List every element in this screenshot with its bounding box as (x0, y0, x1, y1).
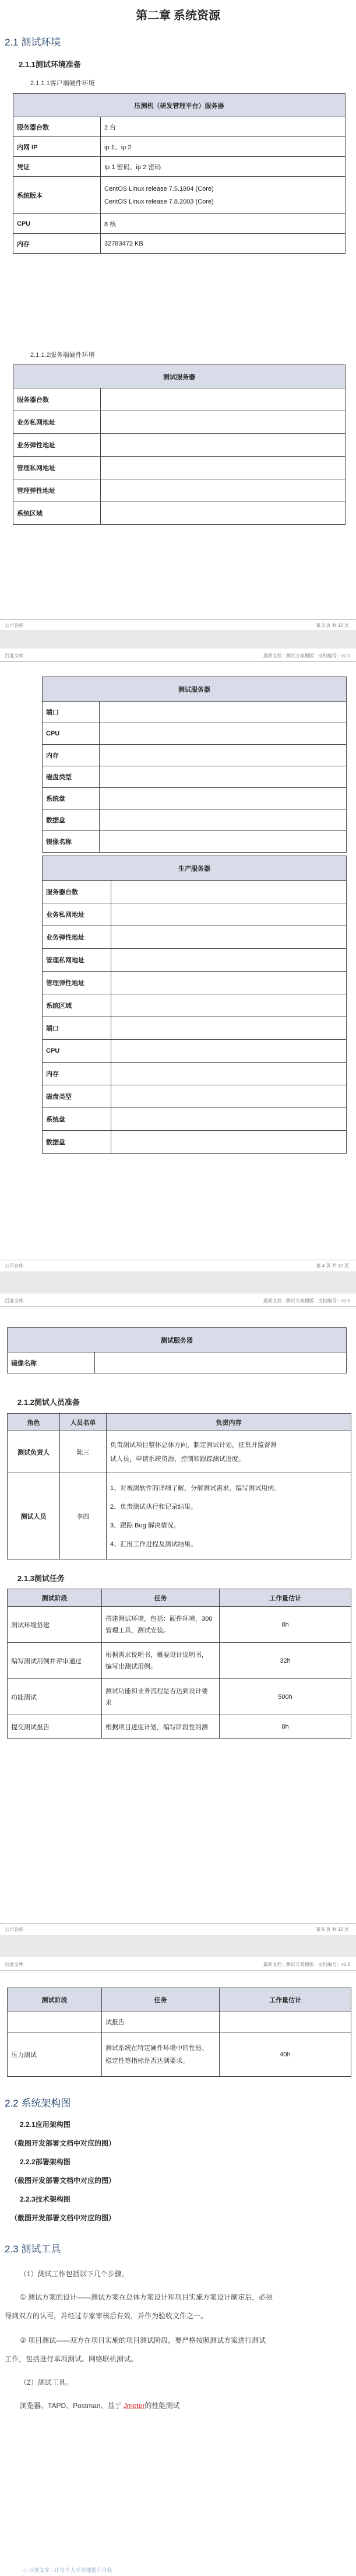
row-label: 凭证 (13, 157, 101, 177)
row-label: 业务弹性地址 (13, 434, 101, 457)
row-value: 32783472 KB (101, 234, 346, 254)
task-line: 管理工具，测试安装。 (105, 1627, 170, 1634)
task-line: 搭建测试环境，包括：硬件环境，300 (105, 1615, 213, 1622)
section-2-1-1-title: 2.1.1测试环境准备 (19, 60, 81, 69)
page-1 (0, 0, 356, 630)
row-label: 内存 (43, 745, 100, 766)
col-stage: 测试阶段 (8, 1589, 102, 1607)
page-header (0, 649, 356, 662)
name-cell: 李四 (60, 1473, 107, 1559)
task-cell (102, 2011, 220, 2032)
section-2-3-title: 2.3 测试工具 (5, 2244, 61, 2255)
row-value (101, 177, 346, 214)
page-footer (0, 619, 356, 630)
row-label: 系统盘 (43, 1108, 111, 1131)
section-2-1-title: 2.1 测试环境 (5, 37, 61, 48)
tools-list-suffix: 的性能测试 (144, 2402, 180, 2410)
row-value: 8 核 (101, 214, 346, 234)
test-server-header: 测试服务器 (13, 365, 346, 388)
effort-cell (220, 2011, 351, 2032)
row-label: 服务器台数 (43, 881, 111, 903)
stage-cell: 编写测试用例并评审通过 (8, 1643, 102, 1679)
row-label: 系统区域 (43, 994, 111, 1017)
task-cell (102, 1607, 220, 1643)
footer-company: 公司名称 (5, 1263, 23, 1268)
row-label: CPU (43, 723, 100, 745)
footer-company: 公司名称 (5, 1927, 23, 1932)
row-label: 业务私网地址 (13, 411, 101, 434)
duty-line: 3、跟踪 Bug 解决情况。 (110, 1522, 180, 1529)
task-cell (102, 1643, 220, 1679)
col-duty: 负责内容 (107, 1414, 351, 1431)
row-label: 磁盘类型 (43, 1085, 111, 1108)
task-table (7, 1589, 351, 1739)
footer-page-number: 第 4 页 共 12 页 (316, 1263, 349, 1268)
row-label: 端口 (43, 702, 100, 723)
test-server-table-p1 (13, 365, 346, 525)
row-label: 系统盘 (43, 788, 100, 809)
footer-company: 公司名称 (5, 623, 23, 628)
col-stage: 测试阶段 (8, 1988, 102, 2011)
prod-server-table (42, 856, 347, 1154)
section-2-1-3-title: 2.1.3测试任务 (17, 1574, 65, 1583)
col-effort: 工作量估计 (220, 1589, 351, 1607)
task-cell (102, 2032, 220, 2077)
tools-step-2-line-2: 工作，包括进行单项测试、网络联机测试。 (5, 2355, 138, 2363)
section-2-2-title: 2.2 系统架构图 (5, 2098, 71, 2109)
page-2 (0, 649, 356, 1271)
row-value: Ip 1 密码、ip 2 密码 (101, 157, 346, 177)
os-version-2: CentOS Linux release 7.8.2003 (Core) (104, 198, 214, 205)
jmeter-link[interactable]: Jmeter (123, 2402, 145, 2410)
name-cell: 陈三 (60, 1431, 107, 1473)
row-label: 服务器台数 (13, 117, 101, 137)
effort-cell: 8h (220, 1607, 351, 1643)
page-footer (0, 1923, 356, 1934)
stage-cell: 测试环境搭建 (8, 1607, 102, 1643)
header-right: 最新文档 · 测试方案模版 · 文档编号：v1.0 (263, 1298, 350, 1303)
section-2-1-2-title: 2.1.2测试人员准备 (17, 1398, 80, 1407)
duty-line: 4、汇报工作进程及测试结果。 (110, 1540, 198, 1548)
header-right: 最新文档 · 测试方案模版 · 文档编号：v1.0 (263, 653, 350, 658)
task-cell (102, 1715, 220, 1739)
row-label: 业务私网地址 (43, 903, 111, 926)
duty-line: 2、负责测试执行和记录结果。 (110, 1503, 198, 1510)
row-label: 系统版本 (13, 177, 101, 214)
row-label: 镜像名称 (8, 1352, 95, 1373)
effort-cell: 500h (220, 1679, 351, 1715)
tools-list (20, 2400, 180, 2410)
row-label: 数据盘 (43, 809, 100, 831)
task-cell (102, 1679, 220, 1715)
footer-page-number: 第 5 页 共 12 页 (316, 1927, 349, 1932)
task-table-continued (7, 1988, 351, 2077)
section-2-2-2-title: 2.2.2部署架构图 (20, 2158, 71, 2166)
page-3 (0, 1294, 356, 1935)
row-label: 数据盘 (43, 1131, 111, 1154)
row-label: 磁盘类型 (43, 766, 100, 788)
task-line: 求 (105, 1699, 112, 1706)
task-line: 稳定性等指标是否达到要求。 (105, 2057, 189, 2065)
row-label: 管理私网地址 (43, 949, 111, 972)
page-gap (0, 1271, 356, 1294)
task-line: 根据项目进度计划，编写阶段性的测 (105, 1723, 208, 1731)
row-label: 内网 IP (13, 137, 101, 157)
section-2-2-2-note: （截图开发部署文档中对应的图） (10, 2177, 116, 2185)
section-2-2-3-title: 2.2.3技术架构图 (20, 2195, 71, 2203)
header-left: 百度文库 (5, 653, 23, 658)
effort-cell: 32h (220, 1643, 351, 1679)
row-label: 系统区域 (13, 502, 101, 525)
col-effort: 工作量估计 (220, 1988, 351, 2011)
row-label: CPU (13, 214, 101, 234)
role-cell: 测试人员 (8, 1473, 60, 1559)
test-server-header: 测试服务器 (43, 677, 347, 702)
section-2-1-1-2-title: 2.1.1.2服务端硬件环境 (30, 352, 95, 359)
tools-list-prefix: 浏览器、TAPD、Postman、基于 (20, 2402, 124, 2410)
task-line: 试报告 (105, 2018, 125, 2026)
duty-line: 负责测试项目整体总体方向，制定测试计划，征集并监督测 (110, 1441, 277, 1449)
baidu-watermark: ◇ 百度文库 - 让每个人平等地提升自我 (23, 2567, 112, 2573)
col-name: 人员名单 (60, 1414, 107, 1431)
chapter-title: 第二章 系统资源 (136, 9, 220, 22)
stage-cell: 功能测试 (8, 1679, 102, 1715)
col-task: 任务 (102, 1988, 220, 2011)
prod-server-header: 生产服务器 (43, 856, 347, 881)
row-value: ip 1、ip 2 (101, 137, 346, 157)
row-label: 管理弹性地址 (13, 479, 101, 502)
row-label: CPU (43, 1040, 111, 1063)
client-server-table-header: 压测机（研发管理平台）服务器 (13, 94, 346, 117)
row-value: 2 台 (101, 117, 346, 137)
header-left: 百度文库 (5, 1298, 23, 1303)
tools-step-2-line-1: ② 项目测试——双方在项目实施的项目测试阶段，要严格按照测试方案进行测试 (20, 2336, 266, 2344)
col-task: 任务 (102, 1589, 220, 1607)
client-server-table (13, 93, 346, 254)
test-server-header: 测试服务器 (8, 1328, 347, 1352)
footer-page-number: 第 3 页 共 12 页 (316, 623, 349, 628)
section-2-1-1-1-title: 2.1.1.1客户端硬件环境 (30, 80, 95, 87)
page-footer (0, 1260, 356, 1271)
page-gap (0, 630, 356, 649)
test-server-table-p2 (42, 677, 347, 853)
os-version-1: CentOS Linux release 7.5.1804 (Core) (104, 185, 214, 192)
page-header (0, 1957, 356, 1971)
tools-heading: （2）测试工具。 (20, 2378, 73, 2386)
row-label: 管理私网地址 (13, 457, 101, 479)
tools-step-intro: （1）测试工作包括以下几个步骤。 (20, 2270, 129, 2278)
page-gap (0, 1935, 356, 1957)
people-table (7, 1413, 351, 1559)
stage-cell: 压力测试 (8, 2032, 102, 2077)
task-line: 编写出测试用例。 (105, 1663, 157, 1670)
effort-cell: 8h (220, 1715, 351, 1739)
duty-cell (107, 1473, 351, 1559)
stage-cell (8, 2011, 102, 2032)
header-right: 最新文档 · 测试方案模版 · 文档编号：v1.0 (263, 1962, 350, 1967)
section-2-2-1-title: 2.2.1应用架构图 (20, 2121, 71, 2129)
row-label: 内存 (43, 1063, 111, 1085)
page-4 (0, 1957, 356, 2576)
duty-cell (107, 1431, 351, 1473)
section-2-2-1-note: （截图开发部署文档中对应的图） (10, 2139, 116, 2147)
section-2-2-3-note: （截图开发部署文档中对应的图） (10, 2214, 116, 2222)
row-label: 服务器台数 (13, 388, 101, 411)
row-label: 内存 (13, 234, 101, 254)
role-cell: 测试负责人 (8, 1431, 60, 1473)
row-label: 管理弹性地址 (43, 972, 111, 994)
row-label: 镜像名称 (43, 831, 100, 853)
duty-line: 1、对被测软件的详细了解，分解测试需求，编写测试用例。 (110, 1484, 281, 1492)
test-server-table-p3 (7, 1327, 347, 1373)
stage-cell: 提交测试报告 (8, 1715, 102, 1739)
page-header (0, 1294, 356, 1307)
duty-line: 试人员，申请系统资源，控制和跟踪测试进度。 (110, 1455, 245, 1463)
col-role: 角色 (8, 1414, 60, 1431)
row-label: 端口 (43, 1017, 111, 1040)
row-label: 业务弹性地址 (43, 926, 111, 949)
effort-cell: 40h (220, 2032, 351, 2077)
header-left: 百度文库 (5, 1962, 23, 1967)
task-line: 测试系统在特定硬件环境中的性能、 (105, 2044, 208, 2052)
tools-step-1-line-1: ① 测试方案的设计——测试方案在总体方案设计和项目实施方案设计制定后，必须 (20, 2293, 273, 2301)
task-line: 根据需求说明书，概要设计说明书， (105, 1651, 208, 1659)
tools-step-1-line-2: 得到双方的认可，并经过专家审核后有效，并作为验收文件之一。 (5, 2312, 208, 2320)
task-line: 测试功能和业务流程是否达到设计要 (105, 1687, 208, 1695)
